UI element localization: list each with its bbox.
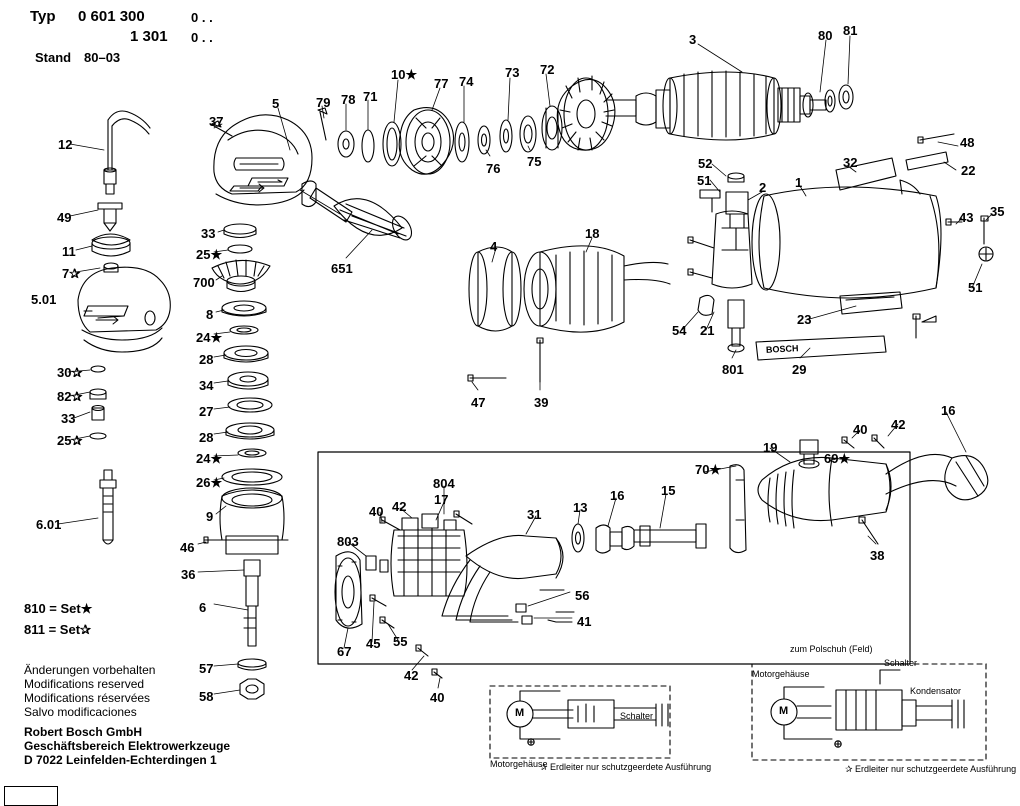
- part-callout: 9: [206, 509, 214, 524]
- part-callout: 26★: [196, 475, 223, 490]
- part-callout: 36: [181, 567, 196, 582]
- part-callout: 51: [697, 173, 712, 188]
- part-callout: 72: [540, 62, 555, 77]
- company-division: Geschäftsbereich Elektrowerkzeuge: [24, 739, 231, 753]
- part-callout: 70★: [695, 462, 722, 477]
- part-callout: 7✰: [62, 266, 81, 281]
- part-callout: 80: [818, 28, 833, 43]
- legend-set-circle: 811 = Set✰: [24, 622, 91, 637]
- part-callout: 42: [891, 417, 906, 432]
- part-callout: 28: [199, 352, 214, 367]
- part-callout: 33: [61, 411, 76, 426]
- part-callout: 56: [575, 588, 590, 603]
- part-callout: 5: [272, 96, 280, 111]
- part-callout: 52: [698, 156, 713, 171]
- company-address: D 7022 Leinfelden-Echterdingen 1: [24, 753, 217, 767]
- circuit-right-capacitor-label: Kondensator: [910, 686, 962, 696]
- part-callout: 2: [759, 180, 767, 195]
- part-callout: 16: [610, 488, 625, 503]
- part-callout: 1: [795, 175, 803, 190]
- footer-line-3: Modifications réservées: [24, 691, 151, 705]
- bosch-brand-label: BOSCH: [765, 343, 799, 355]
- type-number-1: 0 601 300: [78, 8, 145, 25]
- part-callout: 34: [199, 378, 214, 393]
- circuit-left-housing-label: Motorgehäuse: [490, 759, 548, 769]
- part-callout: 5.01: [31, 292, 57, 307]
- part-callout: 804: [433, 476, 455, 491]
- part-callout: 55: [393, 634, 408, 649]
- part-callout: 25★: [196, 247, 223, 262]
- part-callout: 67: [337, 644, 352, 659]
- circuit-right-switch-label: Schalter: [884, 658, 918, 668]
- part-callout: 13: [573, 500, 588, 515]
- bottom-left-frame: [4, 786, 58, 806]
- part-callout: 8: [206, 307, 214, 322]
- footer-line-1: Änderungen vorbehalten: [24, 663, 156, 677]
- part-callout: 29: [792, 362, 807, 377]
- part-callout: 78: [341, 92, 356, 107]
- part-callout: 33: [201, 226, 216, 241]
- part-callout: 39: [534, 395, 549, 410]
- circuit-left-switch-label: Schalter: [620, 711, 654, 721]
- circuit-right-housing-label: Motorgehäuse: [752, 669, 810, 679]
- part-callout: 27: [199, 404, 214, 419]
- part-callout: 75: [527, 154, 542, 169]
- type-suffix-1: 0 . .: [191, 10, 213, 25]
- type-number-2: 1 301: [130, 28, 168, 45]
- circuit-right-motor-letter: M: [779, 705, 789, 717]
- part-callout: 54: [672, 323, 687, 338]
- type-suffix-2: 0 . .: [191, 30, 213, 45]
- part-callout: 19: [763, 440, 778, 455]
- part-callout: 11: [62, 244, 76, 259]
- circuit-left-motor-letter: M: [515, 707, 525, 719]
- footer-line-4: Salvo modificaciones: [24, 705, 137, 719]
- circuit-right-pole-label: zum Polschuh (Feld): [790, 644, 873, 654]
- part-callout: 49: [57, 210, 72, 225]
- part-callout: 12: [58, 137, 73, 152]
- part-callout: 42: [404, 668, 419, 683]
- part-callout: 40: [430, 690, 445, 705]
- type-label: Typ: [30, 8, 56, 25]
- part-callout: 803: [337, 534, 359, 549]
- part-callout: 45: [366, 636, 381, 651]
- part-callout: 6: [199, 600, 207, 615]
- part-callout: 24★: [196, 451, 223, 466]
- part-callout: 40: [853, 422, 868, 437]
- part-callout: 40: [369, 504, 384, 519]
- part-callout: 31: [527, 507, 542, 522]
- part-callout: 76: [486, 161, 501, 176]
- part-callout: 651: [331, 261, 353, 276]
- part-callout: 58: [199, 689, 214, 704]
- part-callout: 46: [180, 540, 195, 555]
- part-callout: 4: [490, 239, 498, 254]
- footer-line-2: Modifications reserved: [24, 677, 145, 691]
- circuit-right-note: ✰ Erdleiter nur schutzgeerdete Ausführung: [845, 764, 1017, 774]
- part-callout: 35: [990, 204, 1005, 219]
- part-callout: 801: [722, 362, 744, 377]
- part-callout: 700: [193, 275, 215, 290]
- part-callout: 24★: [196, 330, 223, 345]
- part-callout: 73: [505, 65, 520, 80]
- part-callout: 82✰: [57, 389, 83, 404]
- part-callout: 71: [363, 89, 378, 104]
- part-callout: 57: [199, 661, 214, 676]
- part-callout: 47: [471, 395, 486, 410]
- part-callout: 18: [585, 226, 600, 241]
- part-callout: 79: [316, 95, 331, 110]
- part-callout: 51: [968, 280, 983, 295]
- circuit-left-note: ✰ Erdleiter nur schutzgeerdete Ausführung: [540, 762, 712, 772]
- part-callout: 30✰: [57, 365, 83, 380]
- part-callout: 3: [689, 32, 697, 47]
- part-callout: 37: [209, 114, 224, 129]
- company-name: Robert Bosch GmbH: [24, 725, 143, 739]
- part-callout: 17: [434, 492, 449, 507]
- part-callout: 77: [434, 76, 449, 91]
- part-callout: 25✰: [57, 433, 83, 448]
- legend-set-star: 810 = Set★: [24, 601, 93, 616]
- part-callout: 38: [870, 548, 885, 563]
- part-callout: 48: [960, 135, 975, 150]
- stand-label: Stand: [35, 50, 72, 65]
- part-callout: 23: [797, 312, 812, 327]
- part-callout: 42: [392, 499, 407, 514]
- part-callout: 15: [661, 483, 676, 498]
- stand-value: 80–03: [84, 50, 121, 65]
- part-callout: 22: [961, 163, 976, 178]
- part-callout: 81: [843, 23, 858, 38]
- part-callout: 41: [577, 614, 592, 629]
- part-callout: 16: [941, 403, 956, 418]
- part-callout: 69★: [824, 451, 851, 466]
- part-callout: 74: [459, 74, 474, 89]
- part-callout: 6.01: [36, 517, 62, 532]
- part-callout: 28: [199, 430, 214, 445]
- part-callout: 32: [843, 155, 858, 170]
- part-callout: 21: [700, 323, 715, 338]
- part-callout: 10★: [391, 67, 418, 82]
- part-callout: 43: [959, 210, 974, 225]
